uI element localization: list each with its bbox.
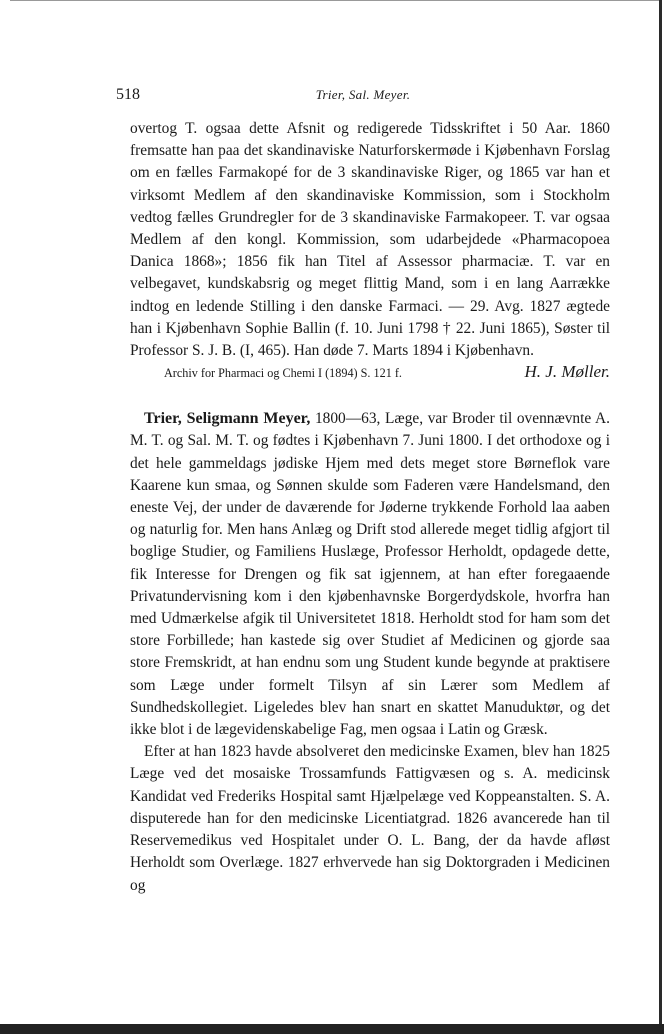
page-number: 518 <box>116 86 140 103</box>
author-signature: H. J. Møller. <box>524 362 610 382</box>
entry-paragraph-1 <box>130 408 610 741</box>
entry-paragraph-1-text: 1800—63, Læge, var Broder til ovennævnte A. M. T. og Sal. M. T. og fødtes i Kjøbenhavn 7. Juni 1800. I det orthodoxe og i det hele gammeldags jødiske Hjem med dets meget store Børneflok vare Kaarene kun smaa, og Sønnen skulde som Faderen være Handelsmand, den eneste Vej, der under de daværende for Jøderne trykkende Forhold laa aaben og naturlig for. Men hans Anlæg og Drift stod allerede meget tidlig afgjort til boglige Studier, og Familiens Huslæge, Professor Herholdt, opdagede dette, fik Interesse for Drengen og fik sat igjennem, at han efter foregaaende Privatundervisning kom i den kjøbenhavnske Borgerdydskole, hvorfra han med Udmærkelse afgik til Universitetet 1818. Herholdt stod for ham som det store Forbillede; han kastede sig over Studiet af Medicinen og gjorde saa store Fremskridt, at han endnu som ung Student kunde begynde at praktisere som Læge under formelt Tilsyn af sin Lærer som Medlem af Sundhedskollegiet. Ligeledes blev han snart en skattet Manuduktør, og det ikke blot i de lægevidenskabelige Fag, men ogsaa i Latin og Græsk. <box>130 410 610 739</box>
right-edge-line <box>659 0 662 1034</box>
source-reference: Archiv for Pharmaci og Chemi I (1894) S. 121 f. <box>164 366 402 381</box>
running-title: Trier, Sal. Meyer. <box>315 87 411 102</box>
source-line <box>130 362 610 388</box>
text-column <box>130 118 610 897</box>
top-edge-line <box>10 0 660 1</box>
entry-paragraph-2: Efter at han 1823 havde absolveret den medicinske Examen, blev han 1825 Læge ved det mosaiske Trossamfunds Fattigvæsen og s. A. medicinsk Kandidat ved Frederiks Hospital samt Hjælpelæge ved Koppeanstalten. S. A. disputerede han for den medicinske Licentiatgrad. 1826 avancerede han til Reservemedikus ved Hospitalet under O. L. Bang, der da havde afløst Herholdt som Overlæge. 1827 erhvervede han sig Doktorgraden i Medicinen og <box>130 743 610 894</box>
entry-headword: Trier, Seligmann Meyer, <box>144 410 311 428</box>
bottom-edge-band <box>0 1024 664 1034</box>
running-head <box>116 86 610 108</box>
previous-entry-text: overtog T. ogsaa dette Afsnit og redigerede Tidsskriftet i 50 Aar. 1860 fremsatte han paa det skandinaviske Naturforskermøde i Kjøbenhavn Forslag om en fælles Farmakopé for de 3 skandinaviske Riger, og 1865 var han et virksomt Medlem af den skandinaviske Kommission, som i Stockholm vedtog fælles Grundregler for de 3 skandinaviske Farmakopeer. T. var ogsaa Medlem af den kongl. Kommission, som udarbejdede «Pharmacopoea Danica 1868»; 1856 fik han Titel af Assessor pharmaciæ. T. var en velbegavet, kundskabsrig og meget flittig Mand, som i en lang Aarrække indtog en ledende Stilling i den danske Farmaci. — 29. Avg. 1827 ægtede han i Kjøbenhavn Sophie Ballin (f. 10. Juni 1798 † 22. Juni 1865), Søster til Professor S. J. B. (I, 465). Han døde 7. Marts 1894 i Kjøbenhavn. <box>130 120 610 360</box>
